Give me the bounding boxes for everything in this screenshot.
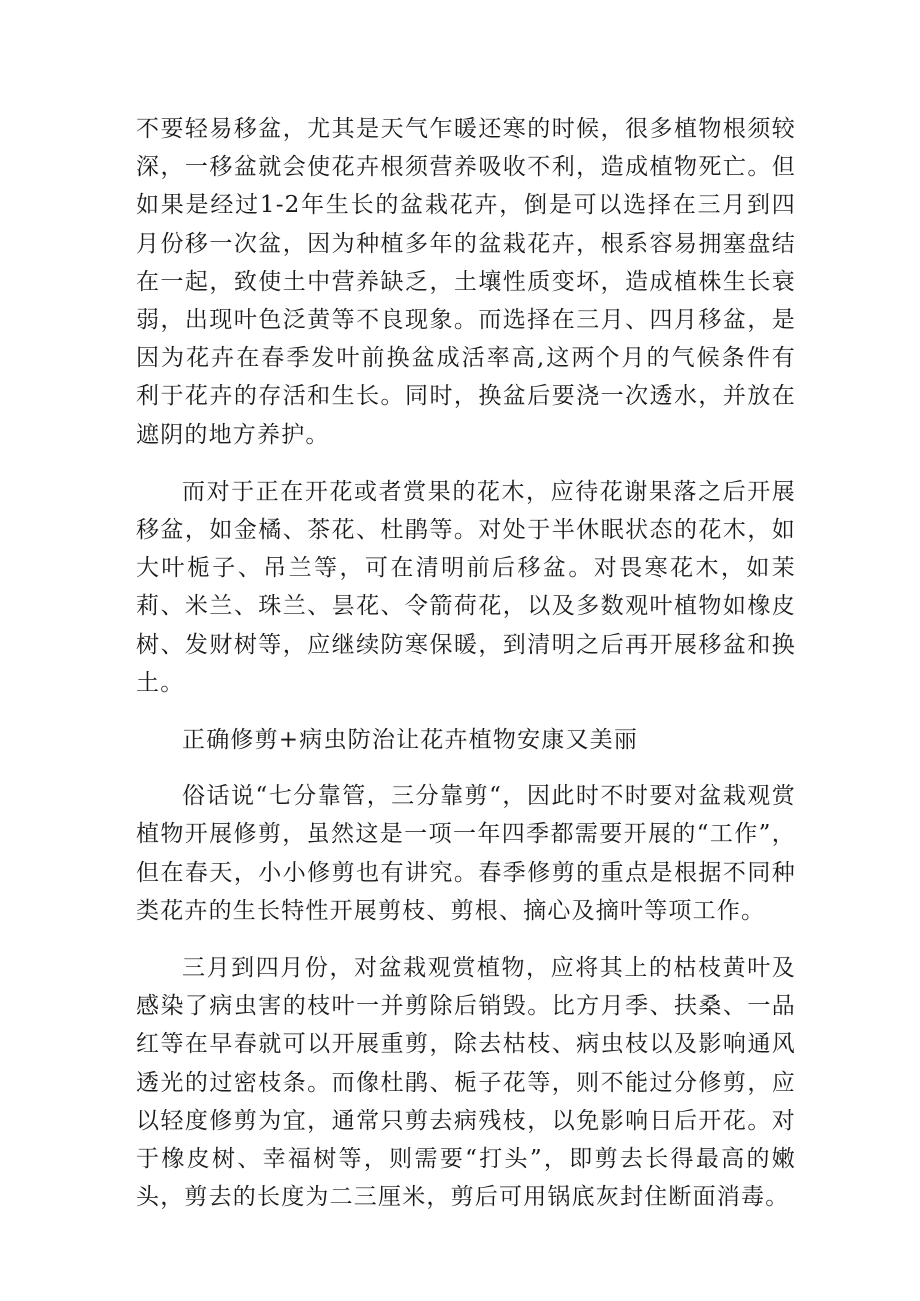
paragraph-pruning-details: 三月到四月份，对盆栽观赏植物，应将其上的枯枝黄叶及感染了病虫害的枝叶一并剪除后销毁。比方月季、扶桑、一品红等在早春就可以开展重剪，除去枯枝、病虫枝以及影响通风透光的过密枝条。而像杜鹃、栀子花等，则不能过分修剪，应以轻度修剪为宜，通常只剪去病残枝，以免影响日后开花。对于橡皮树、幸福树等，则需要“打头”，即剪去长得最高的嫩头，剪去的长度为二三厘米，剪后可用锅底灰封住断面消毒。	[136, 955, 796, 1211]
paragraph-pruning-saying: 俗话说“七分靠管，三分靠剪“，因此时不时要对盆栽观赏植物开展修剪，虽然这是一项一年四季都需要开展的“工作”，但在春天，小小修剪也有讲究。春季修剪的重点是根据不同种类花卉的生长特性开展剪枝、剪根、摘心及摘叶等项工作。	[136, 783, 796, 924]
section-heading-pruning: 正确修剪+病虫防治让花卉植物安康又美丽	[182, 727, 639, 754]
paragraph-flowering-plants: 而对于正在开花或者赏果的花木，应待花谢果落之后开展移盆，如金橘、茶花、杜鹃等。对处于半休眠状态的花木，如大叶栀子、吊兰等，可在清明前后移盆。对畏寒花木，如茉莉、米兰、珠兰、昙花、令箭荷花，以及多数观叶植物如橡皮树、发财树等，应继续防寒保暖，到清明之后再开展移盆和换土。	[136, 478, 796, 696]
paragraph-repotting-timing: 不要轻易移盆，尤其是天气乍暖还寒的时候，很多植物根须较深，一移盆就会使花卉根须营养吸收不利，造成植物死亡。但如果是经过1-2年生长的盆栽花卉，倒是可以选择在三月到四月份移一次盆，因为种植多年的盆栽花卉，根系容易拥塞盘结在一起，致使土中营养缺乏，土壤性质变坏，造成植株生长衰弱，出现叶色泛黄等不良现象。而选择在三月、四月移盆，是因为花卉在春季发叶前换盆成活率高,这两个月的气候条件有利于花卉的存活和生长。同时，换盆后要浇一次透水，并放在遮阴的地方养护。	[136, 116, 796, 448]
document-body	[136, 110, 796, 1235]
